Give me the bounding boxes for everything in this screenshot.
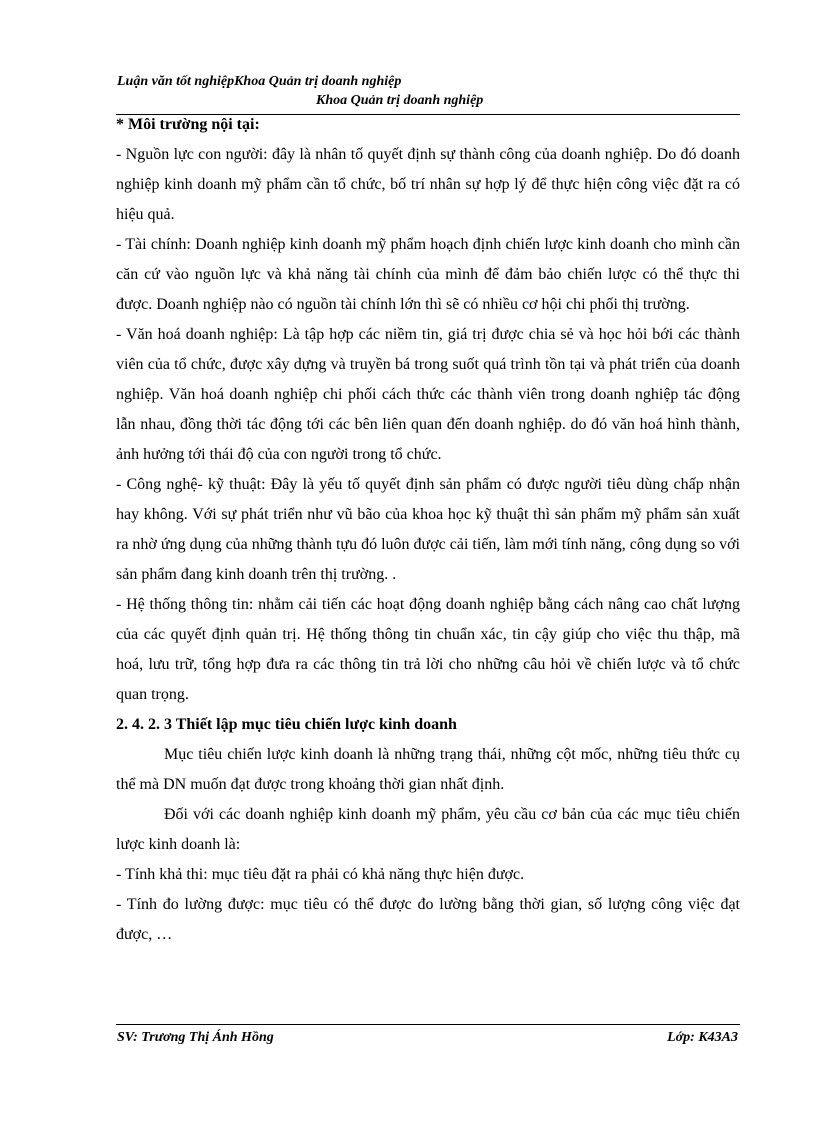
footer-class: Lớp: K43A3 <box>667 1030 738 1045</box>
footer-rule <box>116 1024 740 1025</box>
paragraph-goal-requirements: Đối với các doanh nghiệp kinh doanh mỹ phẩm, yêu cầu cơ bản của các mục tiêu chiến lược kinh doanh là: <box>116 806 740 853</box>
header-subtitle: Khoa Quản trị doanh nghiệp <box>316 93 484 108</box>
paragraph-technology: - Công nghệ- kỹ thuật: Đây là yếu tố quyết định sản phẩm có được người tiêu dùng chấp nhận hay không. Với sự phát triển như vũ bão của khoa học kỹ thuật thì sản phẩm mỹ phẩm sản xuất ra nhờ ứng dụng của những thành tựu đó luôn được cải tiến, làm mới tính năng, công dụng so với sản phẩm đang kinh doanh trên thị trường. . <box>116 476 740 583</box>
section-heading: * Môi trường nội tại: <box>116 116 260 133</box>
header-title: Luận văn tốt nghiệpKhoa Quản trị doanh nghiệp <box>117 74 402 89</box>
document-body <box>116 110 740 950</box>
list-item-measurability: - Tính đo lường được: mục tiêu có thể được đo lường bằng thời gian, số lượng công việc đạt được, … <box>116 896 740 943</box>
footer-student-name: SV: Trương Thị Ánh Hồng <box>117 1030 274 1045</box>
subsection-heading: 2. 4. 2. 3 Thiết lập mục tiêu chiến lược kinh doanh <box>116 716 457 733</box>
paragraph-human-resources: - Nguồn lực con người: đây là nhân tố quyết định sự thành công của doanh nghiệp. Do đó doanh nghiệp kinh doanh mỹ phẩm cần tổ chức, bố trí nhân sự hợp lý để thực hiện công việc đặt ra có hiệu quả. <box>116 146 740 223</box>
paragraph-corporate-culture: - Văn hoá doanh nghiệp: Là tập hợp các niềm tin, giá trị được chia sẻ và học hỏi bới các thành viên của tổ chức, được xây dựng và truyền bá trong suốt quá trình tồn tại và phát triển của doanh nghiệp. Văn hoá doanh nghiệp chi phối cách thức các thành viên trong doanh nghiệp tác động lẫn nhau, đồng thời tác động tới các bên liên quan đến doanh nghiệp. do đó văn hoá hình thành, ảnh hưởng tới thái độ của con người trong tổ chức. <box>116 326 740 463</box>
paragraph-information-system: - Hệ thống thông tin: nhằm cải tiến các hoạt động doanh nghiệp bằng cách nâng cao chất lượng của các quyết định quản trị. Hệ thống thông tin chuẩn xác, tin cậy giúp cho việc thu thập, mã hoá, lưu trữ, tổng hợp đưa ra các thông tin trả lời cho những câu hỏi về chiến lược và tổ chức quan trọng. <box>116 596 740 703</box>
paragraph-finance: - Tài chính: Doanh nghiệp kinh doanh mỹ phẩm hoạch định chiến lược kinh doanh cho mình cần căn cứ vào nguồn lực và khả năng tài chính của mình để đảm bảo chiến lược có thể thực thi được. Doanh nghiệp nào có nguồn tài chính lớn thì sẽ có nhiều cơ hội chi phối thị trường. <box>116 236 740 313</box>
paragraph-goal-definition: Mục tiêu chiến lược kinh doanh là những trạng thái, những cột mốc, những tiêu thức cụ thể mà DN muốn đạt được trong khoảng thời gian nhất định. <box>116 746 740 793</box>
list-item-feasibility: - Tính khả thi: mục tiêu đặt ra phải có khả năng thực hiện được. <box>116 866 525 883</box>
